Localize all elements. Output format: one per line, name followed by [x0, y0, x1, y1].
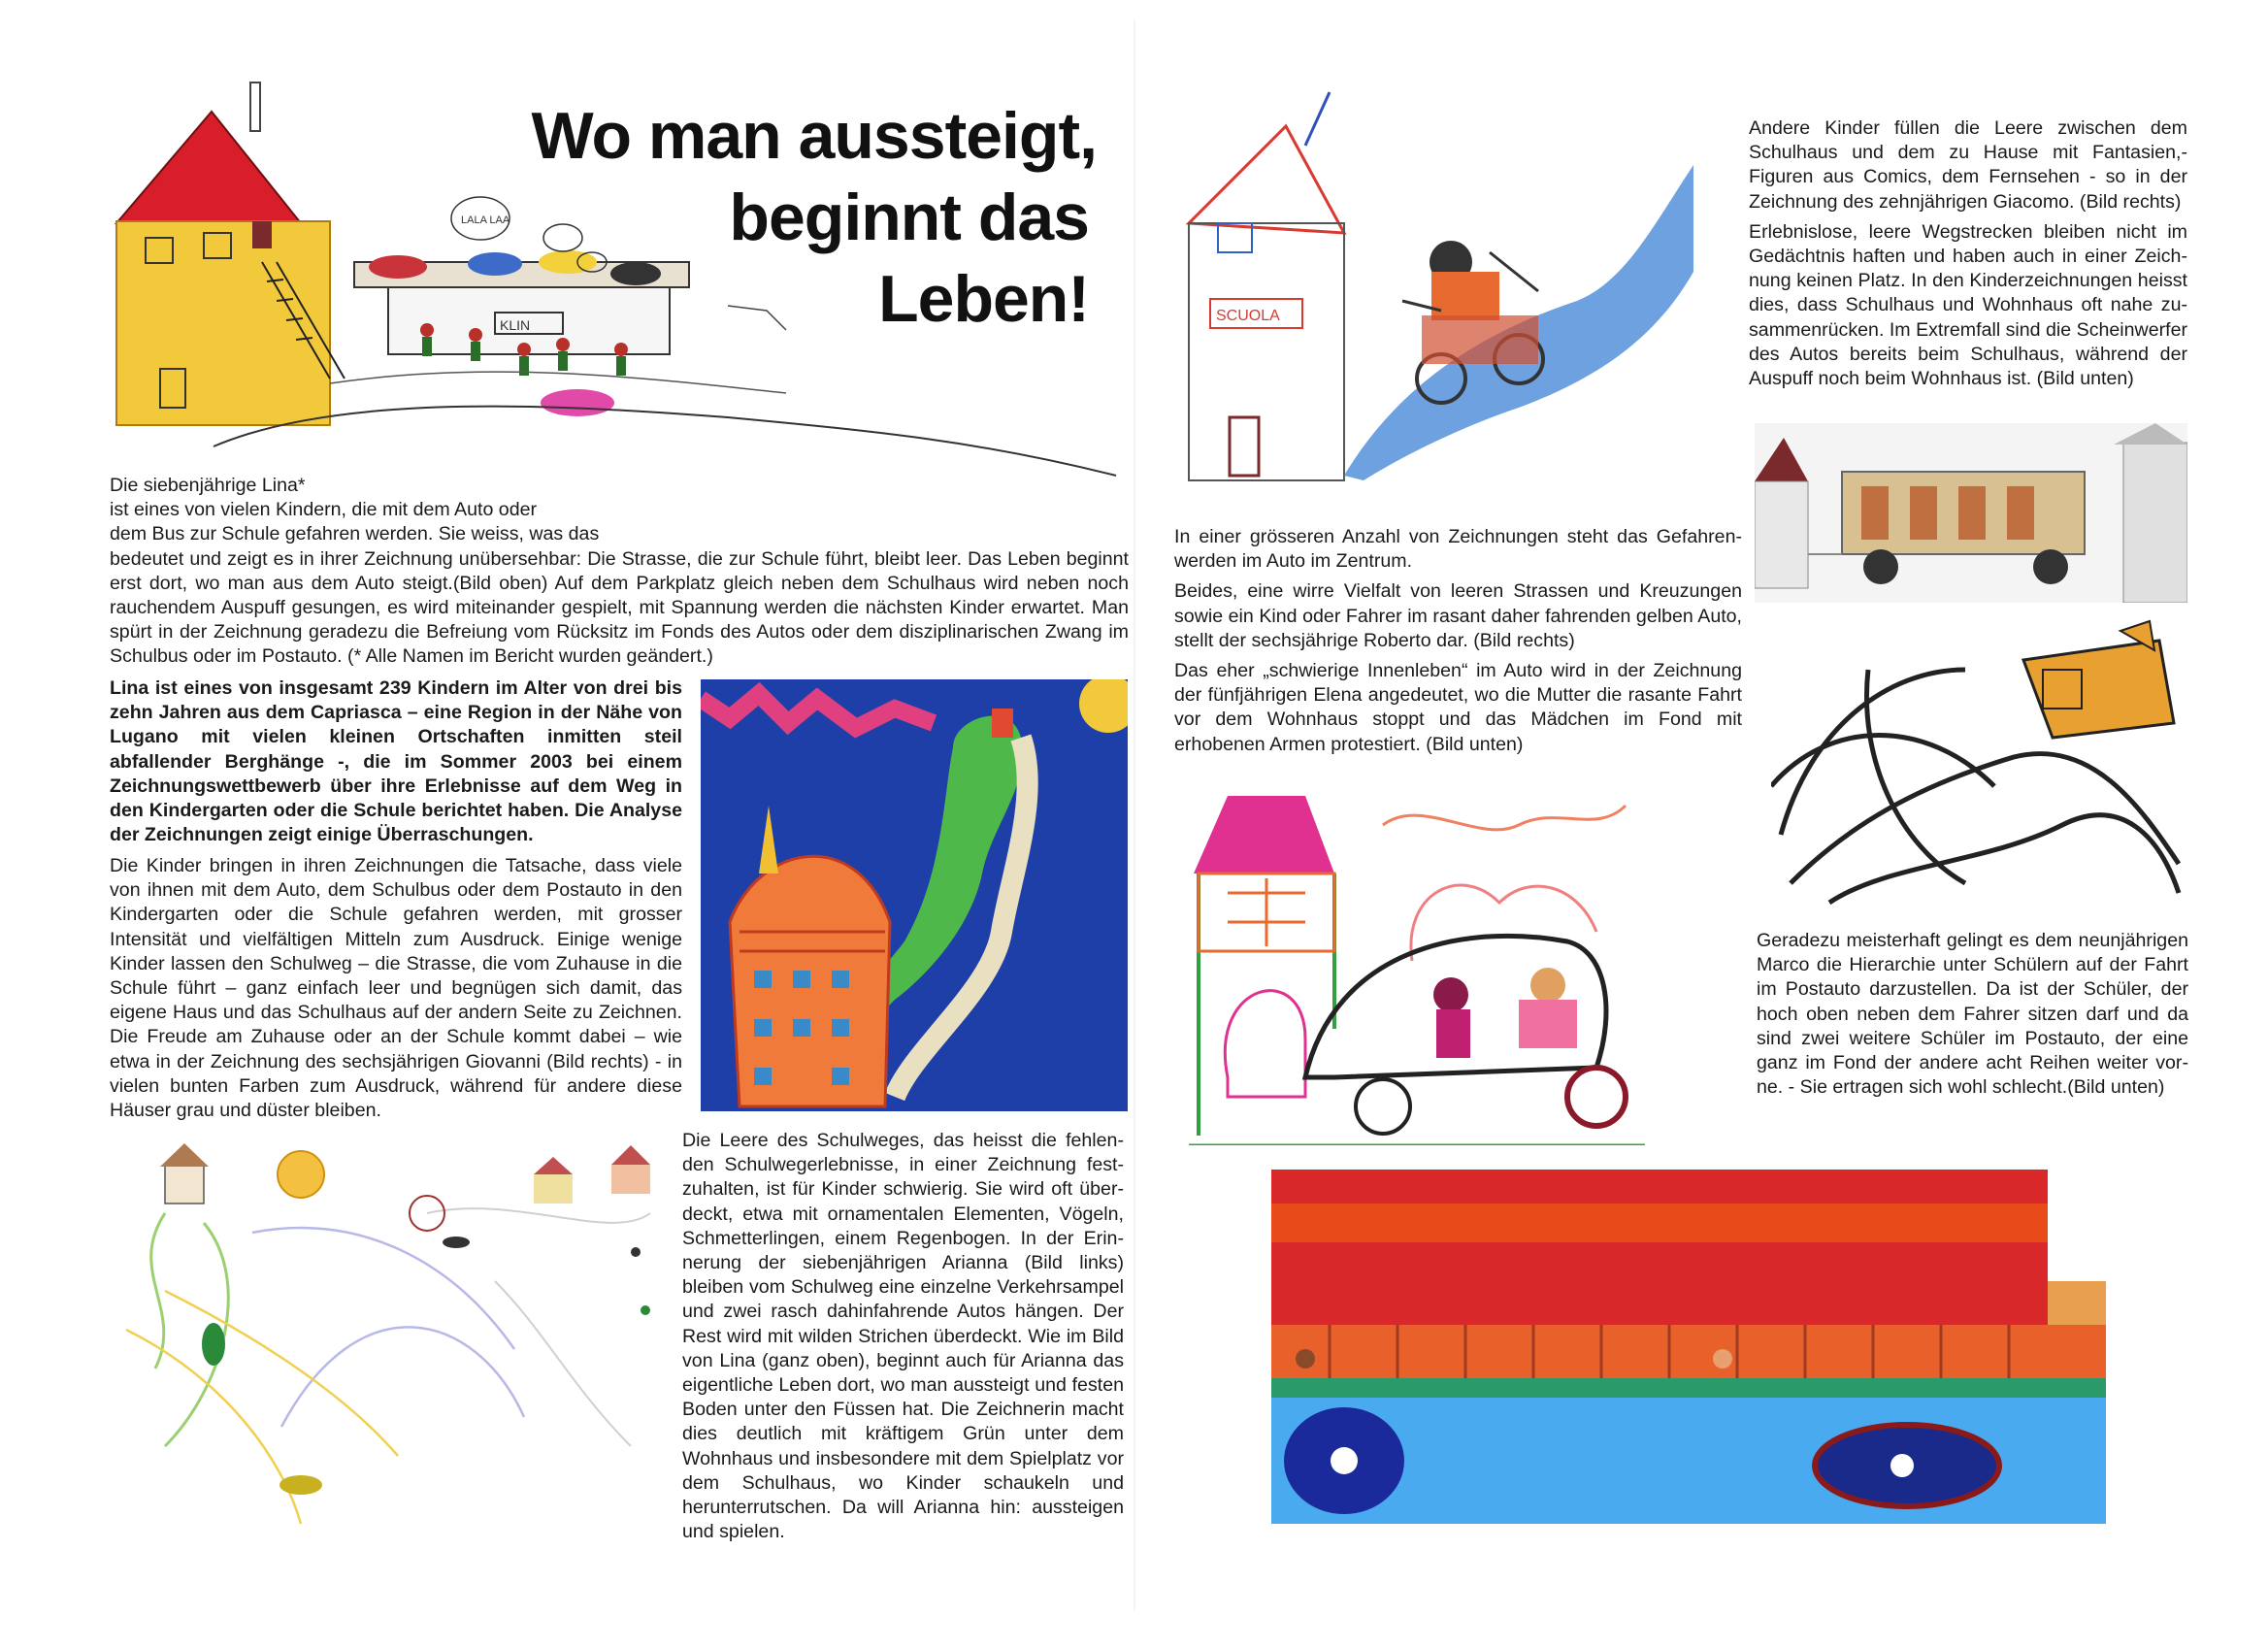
headline-line-3: Leben!: [878, 262, 1089, 336]
right-paragraph-car-center: [1174, 525, 1742, 763]
right-paragraph-fantasy: [1749, 116, 2187, 397]
paragraph-children-driven: Die Kinder bringen in ihren Zeichnungen die Tatsache, dass viele von ihnen mit dem Auto, dem Schulbus oder dem Postauto in den Kindergarten oder die Schule gefahren werden, mit grosser Intensität und vielfältigen Mitteln zum Ausdruck. Einige wenige Kinder lassen den Schulweg – die Strasse, die vom Zuhause in die Schule führt – ganz einfach leer und begnügen sich damit, das eigene Haus und das Schulhaus auf der andern Seite zu Zeichnen. Die Freude am Zuhause oder an der Schule kommt dabei – wie etwa in der Zeichnung des sechsjährigen Giovanni (Bild rechts) - in vielen bunten Farben zum Ausdruck, während für andere diese Häuser grau und düster bleiben.: [110, 855, 682, 1122]
intro-rest: bedeutet und zeigt es in ihrer Zeichnung unübersehbar: Die Strasse, die zur Schule führt, bleibt leer. Das Leben beginnt erst dort, wo man aus dem Auto steigt.(Bild oben) Auf dem Parkplatz gleich neben dem Schulhaus wird neben noch rauchendem Auspuff gesungen, es wird miteinander gespielt, mit Spannung werden die nächsten Kinder erwartet. Man spürt in der Zeichnung geradezu die Befreiung vom Rücksitz im Fonds des Autos oder dem disziplinarischen Zwang im Schulbus oder im Postauto. (* Alle Namen im Bericht wurden geändert.): [110, 547, 1129, 668]
arianna-drawing: [107, 1136, 689, 1543]
headline: [505, 95, 1097, 340]
paragraph-marco: Geradezu meisterhaft gelingt es dem neunjährigen Marco die Hierarchie unter Schülern auf der Fahrt im Postauto darzustellen. Da ist der Schüler, der hoch oben neben dem Fahrer sitzen darf und da sind zwei weitere Schüler im Postauto, der eine ganz im Fond der andere acht Reihen weiter vorne. - Sie ertragen sich wohl schlecht.(Bild unten): [1757, 930, 2188, 1099]
bold-paragraph: Lina ist eines von insgesamt 239 Kindern im Alter von drei bis zehn Jahren aus dem Capriasca – eine Region in der Nähe von Lugano mit vielen kleinen Ortschaften inmitten steil abfallender Berghänge -, die im Sommer 2003 bei einem Zeichnungswettbewerb über ihre Erlebnisse auf dem Weg in den Kindergarten oder die Schule berichtet haben. Die Analyse der Zeichnungen zeigt einige Überraschungen.: [110, 677, 682, 846]
paragraph-giacomo: Andere Kinder füllen die Leere zwischen dem Schulhaus und dem zu Hause mit Fantasien,-Figuren aus Comics, dem Fernsehen - so in der Zeichnung des zehnjährigen Giacomo. (Bild rechts): [1749, 117, 2187, 213]
marco-drawing: [1271, 1155, 2106, 1529]
headline-line-1: Wo man aussteigt,: [531, 99, 1097, 173]
intro-line-2: ist eines von vielen Kindern, die mit dem Auto oder: [110, 499, 538, 521]
intro-paragraph: [110, 474, 1129, 670]
paragraph-driven: In einer grösseren Anzahl von Zeichnungen steht das Gefahrenwerden im Auto im Zentrum.: [1174, 526, 1742, 573]
roberto-drawing: [1771, 611, 2188, 912]
paragraph-elena: Das eher „schwierige Innenleben“ im Auto wird in der Zeichnung der fünfjährigen Elena angedeutet, wo die Mutter die rasante Fahrt vor dem Wohnhaus stoppt und das Mädchen im Fond mit erhobenen Armen protestiert. (Bild unten): [1174, 660, 1742, 755]
giovanni-drawing: [701, 679, 1128, 1111]
paragraph-roberto: Beides, eine wirre Vielfalt von leeren Strassen und Kreuzungen sowie ein Kind oder Fahrer im rasant daher fahrenden gelben Auto, stellt der sechsjährige Roberto dar. (Bild rechts): [1174, 580, 1742, 651]
giacomo-drawing: [1169, 87, 1693, 485]
intro-line-3: dem Bus zur Schule gefahren werden. Sie weiss, was das: [110, 523, 600, 545]
headline-line-2: beginnt das: [729, 181, 1089, 254]
giacomo-sign: SCUOLA: [1216, 308, 1280, 324]
paragraph-empty-way: Die Leere des Schulweges, das heisst die fehlenden Schulwegerlebnisse, in einer Zeichnung festzuhalten, ist für Kinder schwierig. Sie wird oft überdeckt, etwa mit ornamentalen Elementen, Vögeln, Schmetterlingen, einem Regenbogen. In der Erinnerung der siebenjährigen Arianna (Bild links) bleiben vom Schulweg eine einzelne Verkehrsampel und zwei rasch dahinfahrende Autos hängen. Der Rest wird mit wilden Strichen überdeckt. Wie im Bild von Lina (ganz oben), beginnt auch für Arianna das eigentliche Leben dort, wo man aussteigt und festen Boden unter den Füssen hat. Die Zeichnerin macht dies deutlich mit kräftigem Grün unter dem Wohnhaus und insbesondere mit dem Spielplatz vor dem Schulhaus, wo Kinder schaukeln und herunterrutschen. Da will Arianna hin: aussteigen und spielen.: [682, 1130, 1124, 1543]
lina-bubble: LALA LAA: [461, 214, 510, 226]
car-between-houses-drawing: [1755, 423, 2187, 603]
intro-line-1: Die siebenjährige Lina*: [110, 475, 306, 496]
elena-drawing: [1189, 786, 1645, 1145]
lina-sign: KLIN: [500, 317, 531, 333]
paragraph-empty-stretches: Erlebnislose, leere Wegstrecken bleiben nicht im Gedächtnis haften und haben auch in einer Zeichnung keinen Platz. In den Kinderzeichnungen heisst dies, dass Schulhaus und Wohnhaus oft nahe zusammenrücken. Im Extremfall sind die Scheinwerfer des Autos bereits beim Schulhaus, während der Auspuff noch beim Wohnhaus ist. (Bild unten): [1749, 220, 2187, 390]
